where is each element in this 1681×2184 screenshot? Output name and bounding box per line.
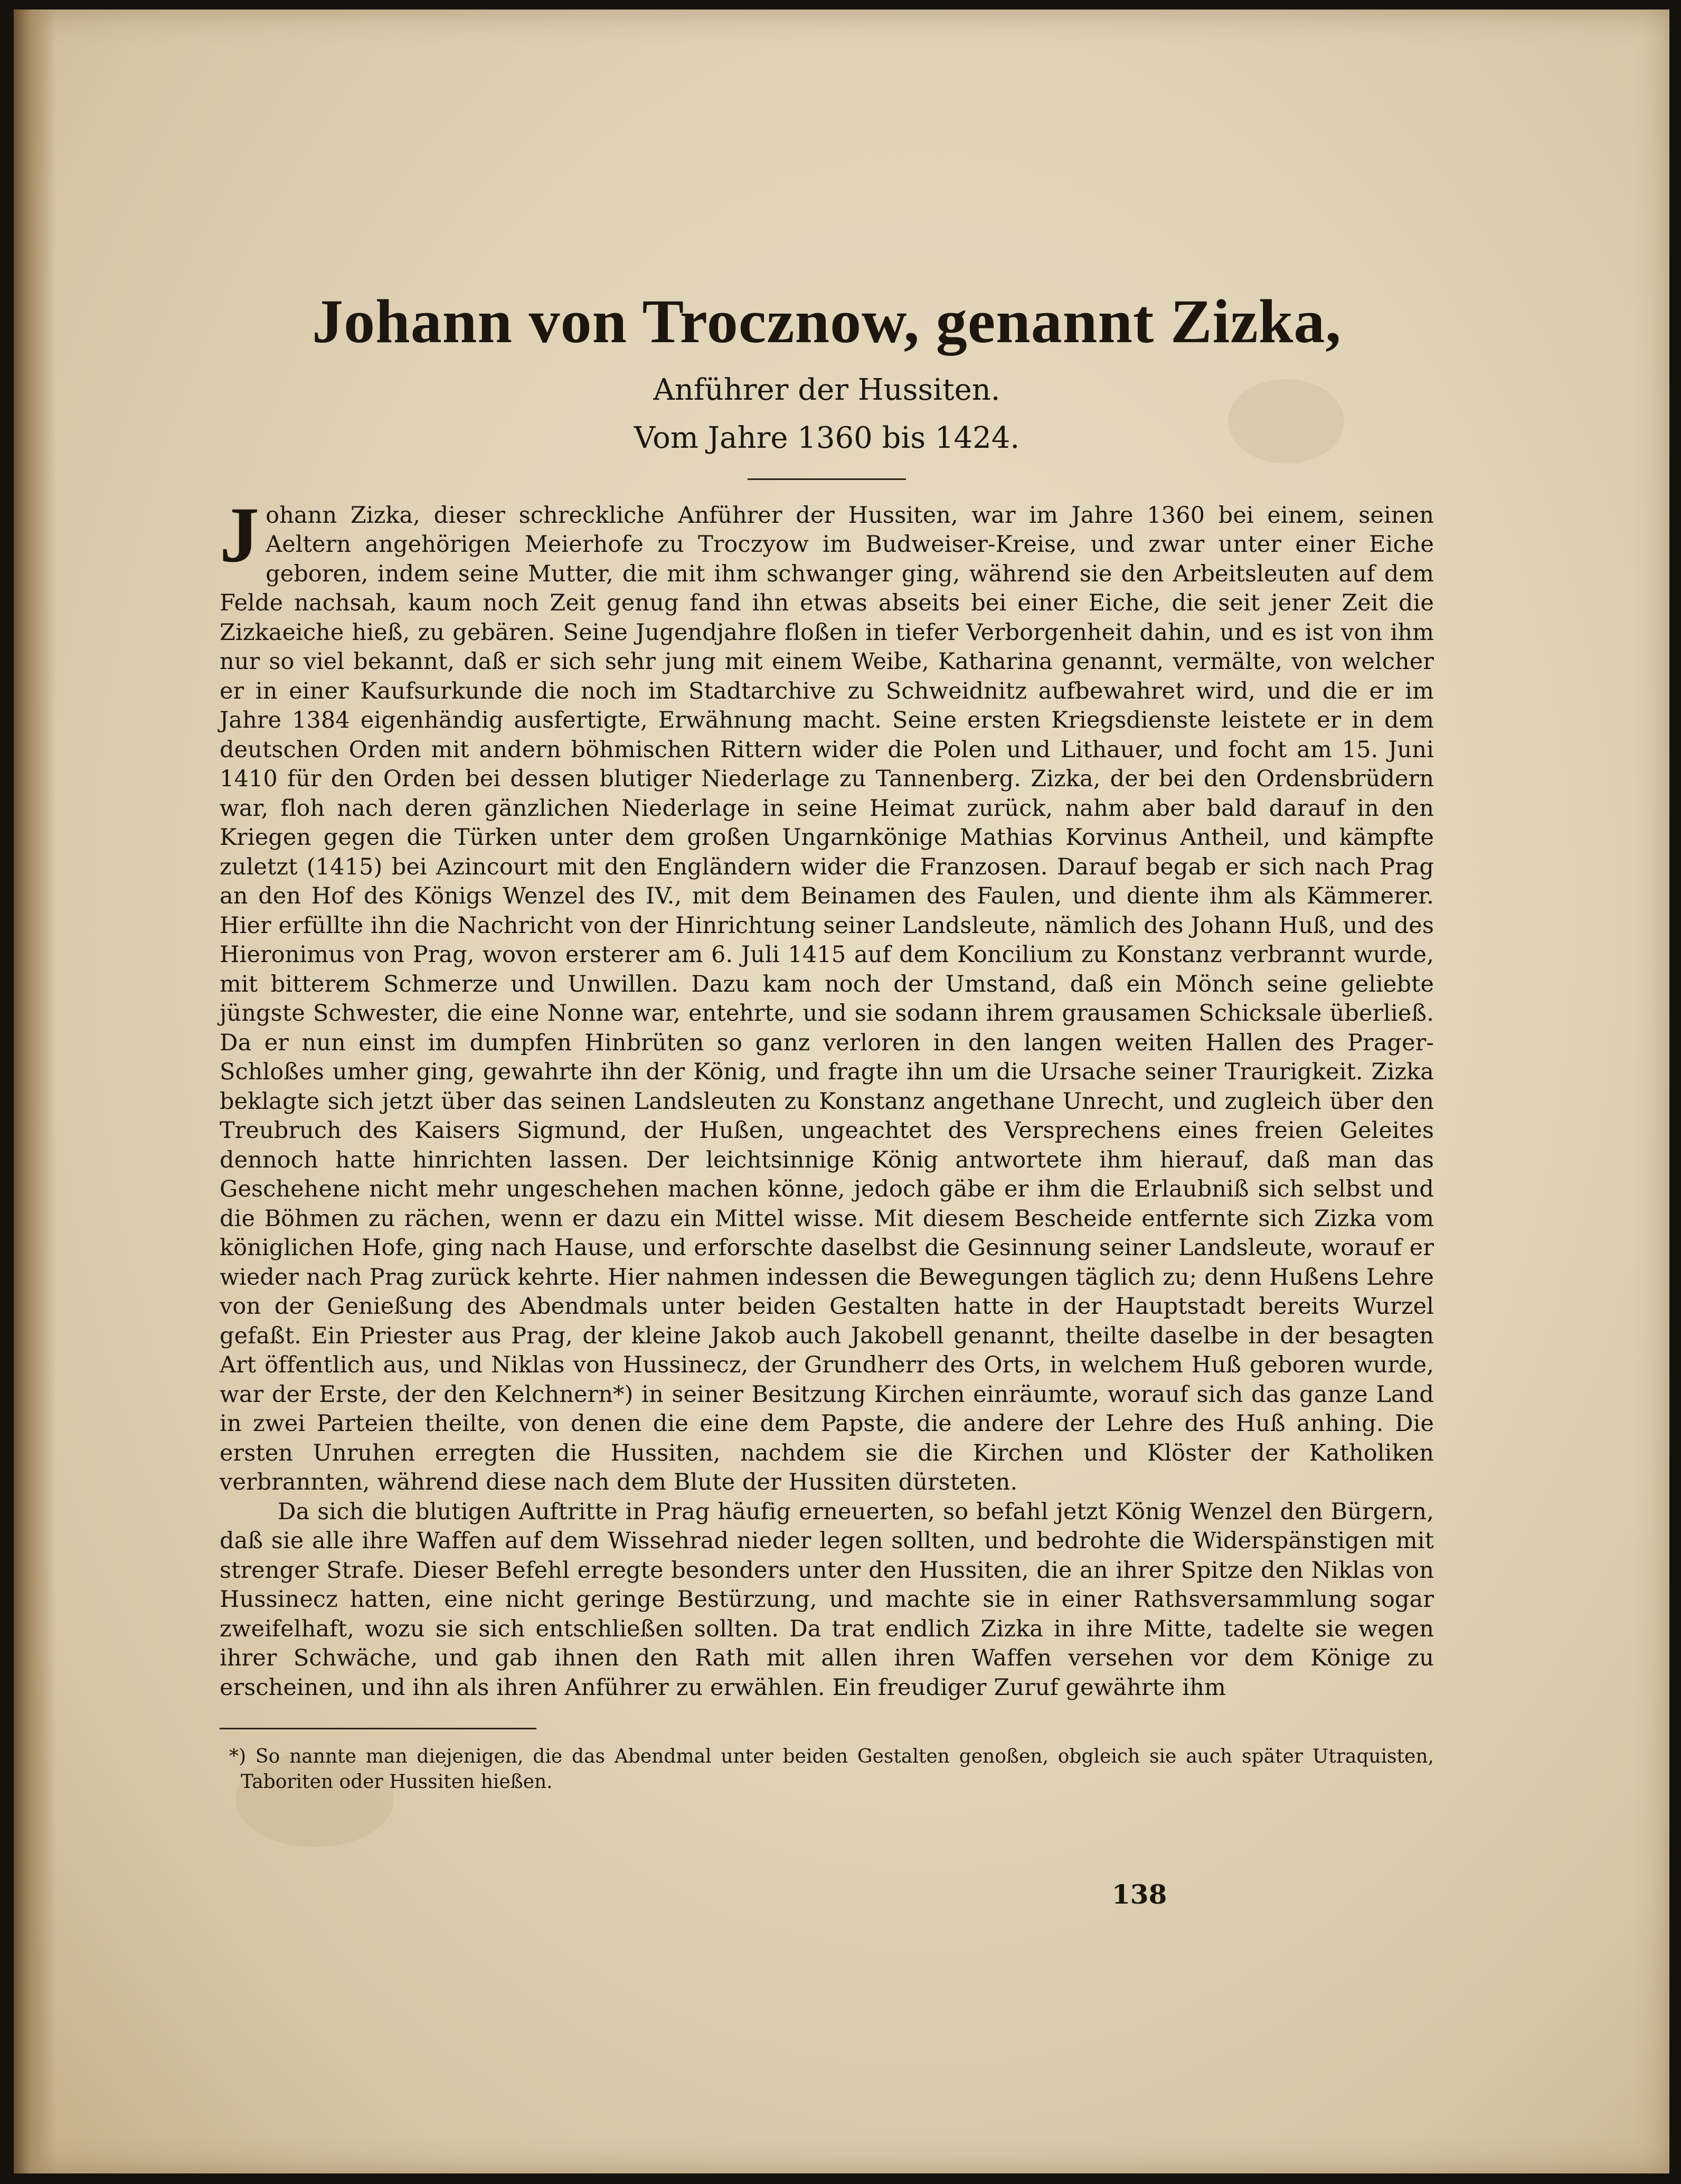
page-gutter (14, 10, 56, 2173)
article-subtitle: Anführer der Hussiten. (653, 372, 1000, 407)
title-divider (748, 478, 906, 480)
article-years: Vom Jahre 1360 bis 1424. (634, 420, 1020, 455)
article-title: Johann von Trocznow, genannt Zizka, (312, 287, 1342, 356)
article-body (220, 284, 1434, 1795)
paragraph-2: Da sich die blutigen Auftritte in Prag häufig erneuerten, so befahl jetzt König Wenzel den Bürgern, daß sie alle ihre Waffen auf dem Wissehrad nieder legen sollten, und bedrohte die Widerspänstigen mit strenger Strafe. Dieser Befehl erregte besonders unter den Hussiten, die an ihrer Spitze den Niklas von Hussinecz hatten, eine nicht geringe Bestürzung, und machte sie in einer Rathsversammlung sogar zweifelhaft, wozu sie sich entschließen sollten. Da trat endlich Zizka in ihre Mitte, tadelte sie wegen ihrer Schwäche, und gab ihnen den Rath mit allen ihren Waffen versehen vor dem Könige zu erscheinen, und ihn als ihren Anführer zu erwählen. Ein freudiger Zuruf gewährte ihm (220, 1498, 1434, 1701)
footnote-divider (220, 1728, 536, 1729)
paragraph-1-text: ohann Zizka, dieser schreckliche Anführer der Hussiten, war im Jahre 1360 bei einem, seinen Aeltern angehörigen Meierhofe zu Troczyow im Budweiser-Kreise, und zwar unter einer Eiche geboren, indem seine Mutter, die mit ihm schwanger ging, während sie den Arbeitsleuten auf dem Felde nachsah, kaum noch Zeit genug fand ihn etwas abseits bei einer Eiche, die seit jener Zeit die Zizkaeiche hieß, zu gebären. Seine Jugendjahre floßen in tiefer Verborgenheit dahin, und es ist von ihm nur so viel bekannt, daß er sich sehr jung mit einem Weibe, Katharina genannt, vermälte, von welcher er in einer Kaufsurkunde die noch im Stadtarchive zu Schweidnitz aufbewahret wird, und die er im Jahre 1384 eigenhändig ausfertigte, Erwähnung macht. Seine ersten Kriegsdienste leistete er in dem deutschen Orden mit andern böhmischen Rittern wider die Polen und Lithauer, und focht am 15. Juni 1410 für den Orden bei dessen blutiger Niederlage zu Tannenberg. Zizka, der bei den Ordensbrüdern war, floh nach deren gänzlichen Niederlage in seine Heimat zurück, nahm aber bald darauf in den Kriegen gegen die Türken unter dem großen Ungarnkönige Mathias Korvinus Antheil, und kämpfte zuletzt (1415) bei Azincourt mit den Engländern wider die Franzosen. Darauf begab er sich nach Prag an den Hof des Königs Wenzel des IV., mit dem Beinamen des Faulen, und diente ihm als Kämmerer. Hier erfüllte ihn die Nachricht von der Hinrichtung seiner Landsleute, nämlich des Johann Huß, und des Hieronimus von Prag, wovon ersterer am 6. Juli 1415 auf dem Koncilium zu Konstanz verbrannt wurde, mit bitterem Schmerze und Unwillen. Dazu kam noch der Umstand, daß ein Mönch seine geliebte jüngste Schwester, die eine Nonne war, entehrte, und sie sodann ihrem grausamen Schicksale überließ. Da er nun einst im dumpfen Hinbrüten so ganz verloren in den langen weiten Hallen des Prager-Schloßes umher ging, gewahrte ihn der König, und fragte ihn um die Ursache seiner Traurigkeit. Zizka beklagte sich jetzt über das seinen Landsleuten zu Konstanz angethane Unrecht, und zugleich über den Treubruch des Kaisers Sigmund, der Hußen, ungeachtet des Versprechens eines freien Geleites dennoch hatte hinrichten lassen. Der leichtsinnige König antwortete ihm hierauf, daß man das Geschehene nicht mehr ungeschehen machen könne, jedoch gäbe er ihm die Erlaubniß sich selbst und die Böhmen zu rächen, wenn er dazu ein Mittel wisse. Mit diesem Bescheide entfernte sich Zizka vom königlichen Hofe, ging nach Hause, und erforschte daselbst die Gesinnung seiner Landsleute, worauf er wieder nach Prag zurück kehrte. Hier nahmen indessen die Bewegungen täglich zu; denn Hußens Lehre von der Genießung des Abendmals unter beiden Gestalten hatte in der Hauptstadt bereits Wurzel gefaßt. Ein Priester aus Prag, der kleine Jakob auch Jakobell genannt, theilte daselbe in der besagten Art öffentlich aus, und Niklas von Hussinecz, der Grundherr des Orts, in welchem Huß geboren wurde, war der Erste, der den Kelchnern*) in seiner Besitzung Kirchen einräumte, worauf sich das ganze Land in zwei Parteien theilte, von denen die eine dem Papste, die andere der Lehre des Huß anhing. Die ersten Unruhen erregten die Hussiten, nachdem sie die Kirchen und Klöster der Katholiken verbrannten, während diese nach dem Blute der Hussiten dürsteten. (220, 502, 1434, 1496)
drop-cap: J (220, 491, 260, 579)
page-sheet (14, 10, 1669, 2173)
footnote: *) So nannte man diejenigen, die das Abendmal unter beiden Gestalten genoßen, obgleich sie auch später Utraquisten, Taboriten oder Hussiten hießen. (229, 1746, 1434, 1793)
page-number: 138 (1112, 1879, 1167, 1910)
paragraph-1 (220, 491, 1434, 1498)
